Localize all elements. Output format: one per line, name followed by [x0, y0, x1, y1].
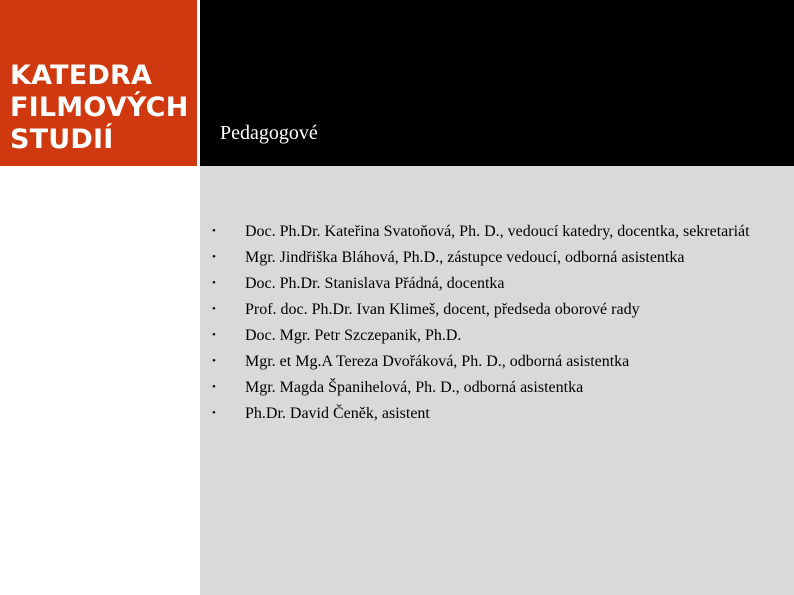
- department-logo: [0, 0, 197, 166]
- person-entry: Doc. Ph.Dr. Kateřina Svatoňová, Ph. D., vedoucí katedry, docentka, sekretariát: [245, 223, 750, 240]
- person-entry: Mgr. et Mg.A Tereza Dvořáková, Ph. D., odborná asistentka: [245, 353, 630, 370]
- person-entry: Prof. doc. Ph.Dr. Ivan Klimeš, docent, předseda oborové rady: [245, 301, 640, 318]
- person-entry: Mgr. Jindřiška Bláhová, Ph.D., zástupce vedoucí, odborná asistentka: [245, 249, 685, 266]
- logo-line-1: KATEDRA: [10, 60, 153, 91]
- person-entry: Doc. Mgr. Petr Szczepanik, Ph.D.: [245, 327, 462, 344]
- bullet: •: [212, 303, 216, 315]
- bullet: •: [212, 251, 216, 263]
- bullet: •: [212, 355, 216, 367]
- list-item: [212, 274, 772, 293]
- list-item: [212, 378, 772, 397]
- list-item: [212, 222, 772, 241]
- bullet: •: [212, 407, 216, 419]
- bullet: •: [212, 225, 216, 237]
- bullet: •: [212, 277, 216, 289]
- list-item: [212, 300, 772, 319]
- people-list: [212, 222, 772, 430]
- person-entry: Doc. Ph.Dr. Stanislava Přádná, docentka: [245, 275, 505, 292]
- list-item: [212, 326, 772, 345]
- logo-line-2: FILMOVÝCH: [10, 92, 189, 123]
- bullet: •: [212, 381, 216, 393]
- person-entry: Mgr. Magda Španihelová, Ph. D., odborná asistentka: [245, 379, 584, 396]
- person-entry: Ph.Dr. David Čeněk, asistent: [245, 405, 430, 422]
- list-item: [212, 248, 772, 267]
- logo-line-3: STUDIÍ: [10, 124, 114, 155]
- department-logo-text: [10, 60, 189, 156]
- list-item: [212, 404, 772, 423]
- bullet: •: [212, 329, 216, 341]
- page-title: Pedagogové: [220, 122, 318, 144]
- list-item: [212, 352, 772, 371]
